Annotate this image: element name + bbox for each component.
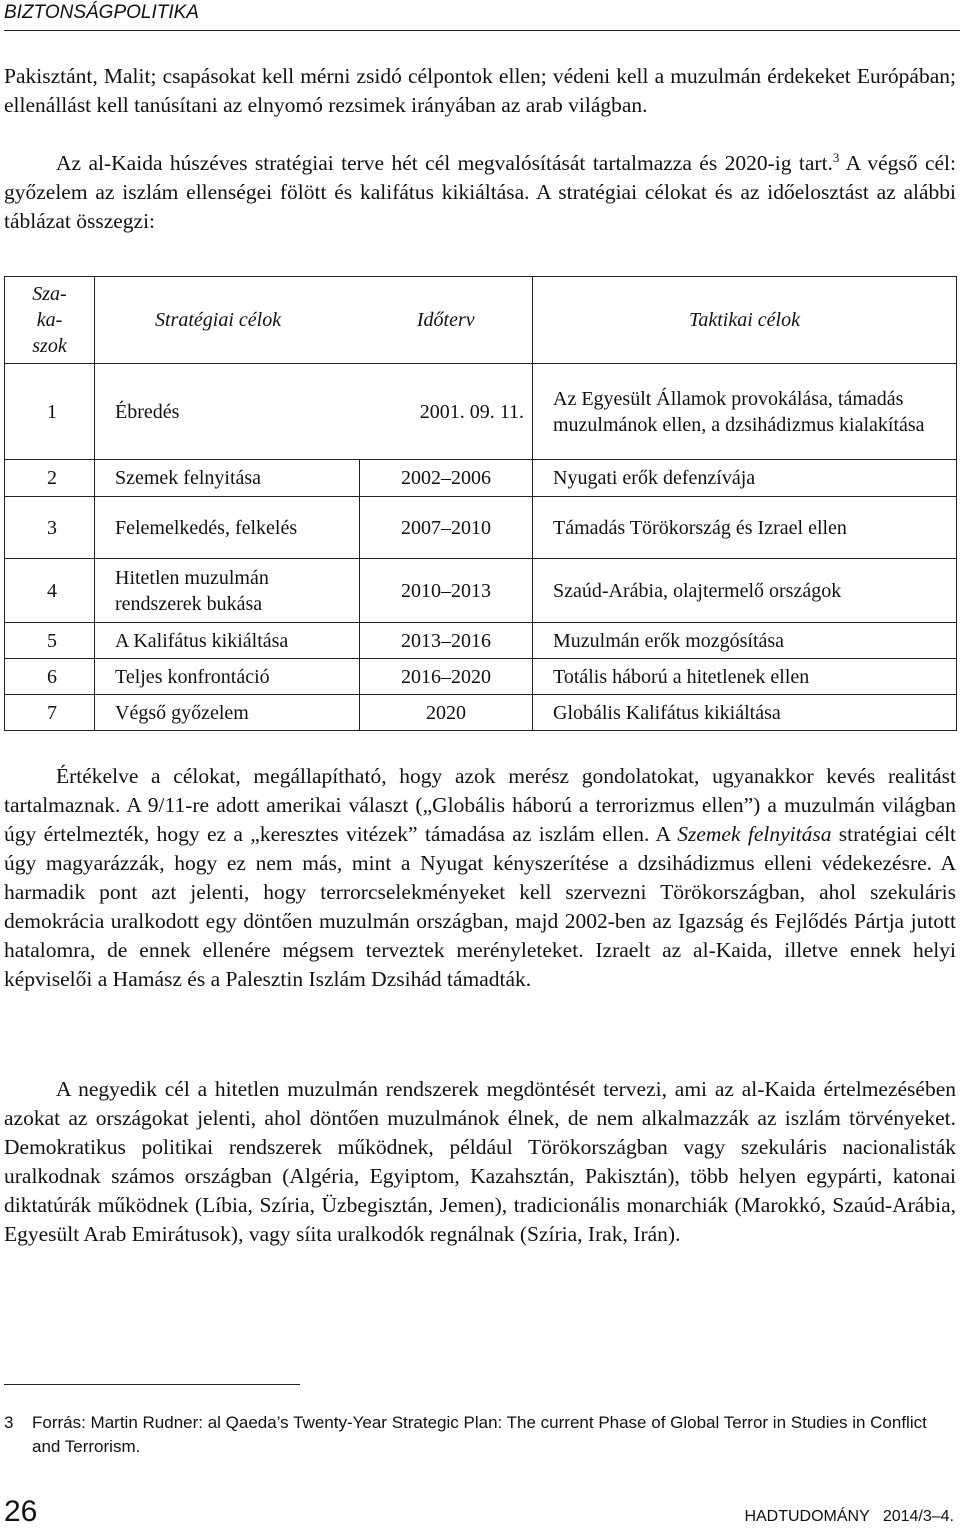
header-tactics: Taktikai célok bbox=[533, 277, 957, 364]
table-row bbox=[5, 659, 957, 695]
row-time: 2010–2013 bbox=[360, 559, 533, 623]
table-row bbox=[5, 497, 957, 559]
section-title: BIZTONSÁGPOLITIKA bbox=[4, 2, 199, 23]
p3-part-b: stratégiai célt úgy magyarázzák, hogy ez nem más, mint a Nyugat kényszerítése a dzsihádizmus elleni védekezésre. A harmadik pont azt jelenti, hogy terrorcselekményeket kell szervezni Törökországban, ahol szekuláris demokrácia uralkodott egy döntően muzulmán országban, majd 2002-ben az Igazság és Fejlődés Pártja jutott hatalomra, de ennek ellenére mégsem terveztek merényleteket. Izraelt az al-Kaida, illetve ennek helyi képviselői a Hamász és a Palesztin Iszlám Dzsihád támadták. bbox=[4, 822, 956, 991]
table-row bbox=[5, 623, 957, 659]
table-row bbox=[5, 695, 957, 731]
row-tactic: Muzulmán erők mozgósítása bbox=[533, 623, 957, 659]
row-goal: Végső győzelem bbox=[95, 695, 360, 731]
table-row bbox=[5, 460, 957, 497]
p3-part-a: Értékelve a célokat, megállapítható, hogy azok merész gondolatokat, ugyanakkor kevés realitást tartalmaznak. A 9/11-re adott amerikai választ („Globális háború a terrorizmus ellen”) a muzulmán világban úgy értelmezték, hogy ez a „keresztes vitézek” támadása az iszlám ellen. A bbox=[4, 764, 956, 846]
header-timeline: Időterv bbox=[360, 277, 533, 364]
footnote-rule bbox=[4, 1384, 300, 1385]
row-tactic: Globális Kalifátus kikiáltása bbox=[533, 695, 957, 731]
table-row bbox=[5, 364, 957, 460]
footnote-text: Forrás: Martin Rudner: al Qaeda’s Twenty-Year Strategic Plan: The current Phase of Global Terror in Studies in Conflict and Terrorism. bbox=[32, 1413, 927, 1456]
row-tactic: Szaúd-Arábia, olajtermelő országok bbox=[533, 559, 957, 623]
intro-paragraph-1: Pakisztánt, Malit; csapásokat kell mérni zsidó célpontok ellen; védeni kell a muzulmán érdekeket Európában; ellenállást kell tanúsítani az elnyomó rezsimek irányában az arab világban. bbox=[4, 64, 956, 117]
row-num: 6 bbox=[5, 659, 95, 695]
row-tactic: Az Egyesült Államok provokálása, támadás muzulmánok ellen, a dzsihádizmus kialakítása bbox=[533, 364, 957, 460]
body-paragraph-3 bbox=[4, 762, 956, 994]
row-time: 2013–2016 bbox=[360, 623, 533, 659]
row-num: 1 bbox=[5, 364, 95, 460]
intro-p2-before: Az al-Kaida húszéves stratégiai terve hét cél megvalósítását tartalmazza és 2020-ig tart. bbox=[56, 151, 833, 175]
row-time: 2016–2020 bbox=[360, 659, 533, 695]
row-goal: A Kalifátus kikiáltása bbox=[95, 623, 360, 659]
row-num: 5 bbox=[5, 623, 95, 659]
row-tactic: Nyugati erők defenzívája bbox=[533, 460, 957, 497]
row-num: 7 bbox=[5, 695, 95, 731]
p3-emphasis: Szemek felnyitása bbox=[677, 822, 832, 846]
footnote-ref[interactable]: 3 bbox=[832, 149, 840, 165]
row-goal: Hitetlen muzulmán rendszerek bukása bbox=[95, 559, 360, 623]
row-tactic: Támadás Törökország és Izrael ellen bbox=[533, 497, 957, 559]
journal-footer: HADTUDOMÁNY 2014/3–4. bbox=[744, 1508, 954, 1525]
table-header-row bbox=[5, 277, 957, 364]
row-time: 2007–2010 bbox=[360, 497, 533, 559]
row-goal: Felemelkedés, felkelés bbox=[95, 497, 360, 559]
intro-paragraph-2 bbox=[4, 149, 956, 236]
footnote-number: 3 bbox=[4, 1413, 14, 1432]
strategy-table bbox=[4, 276, 957, 731]
body-paragraph-4: A negyedik cél a hitetlen muzulmán rendszerek megdöntését tervezi, ami az al-Kaida értelmezésében azokat az országokat jelenti, ahol döntően muzulmánok élnek, de nem alkalmazzák az iszlám törvényeket. Demokratikus politikai rendszerek működnek, például Törökországban vagy szekuláris nacionalisták uralkodnak számos országban (Algéria, Egyiptom, Kazahsztán, Pakisztán), több helyen egypárti, katonai diktatúrák működnek (Líbia, Szíria, Üzbegisztán, Jemen), tradicionális monarchiák (Marokkó, Szaúd-Arábia, Egyesült Arab Emirátusok), vagy síita uralkodók regnálnak (Szíria, Irak, Irán). bbox=[4, 1077, 956, 1246]
row-goal: Teljes konfrontáció bbox=[95, 659, 360, 695]
row-goal: Ébredés bbox=[95, 364, 360, 460]
page-number: 26 bbox=[4, 1495, 38, 1528]
row-num: 4 bbox=[5, 559, 95, 623]
header-rule bbox=[4, 30, 960, 31]
row-num: 2 bbox=[5, 460, 95, 497]
header-phase: Sza- ka- szok bbox=[5, 277, 95, 364]
row-num: 3 bbox=[5, 497, 95, 559]
row-time: 2001. 09. 11. bbox=[360, 364, 533, 460]
row-goal: Szemek felnyitása bbox=[95, 460, 360, 497]
row-time: 2002–2006 bbox=[360, 460, 533, 497]
row-time: 2020 bbox=[360, 695, 533, 731]
row-tactic: Totális háború a hitetlenek ellen bbox=[533, 659, 957, 695]
intro-p2-after: A végső cél: győzelem az iszlám ellenségei fölött és kalifátus kikiáltása. A stratégiai célokat és az időelosztást az alábbi táblázat összegzi: bbox=[4, 151, 956, 233]
table-row bbox=[5, 559, 957, 623]
header-goals: Stratégiai célok bbox=[95, 277, 360, 364]
